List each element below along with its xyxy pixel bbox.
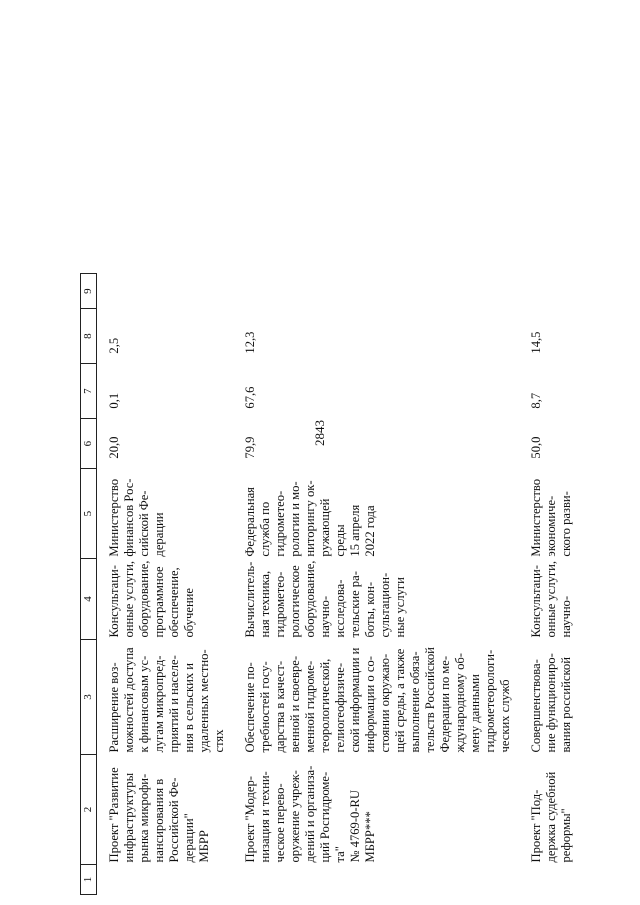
cell-agency [233, 469, 519, 559]
col-header-7: 7 [81, 364, 97, 419]
cell-line: держка судебной [544, 771, 558, 863]
cell-amount-remaining: 2,5 [107, 337, 121, 354]
cell-line: ческих служб [498, 679, 512, 753]
cell-line: ской информации и [348, 647, 362, 753]
cell-line: боты, кон- [363, 581, 377, 638]
cell-line: низация и техни- [258, 771, 272, 863]
cell-line: рологическое [288, 565, 302, 638]
page-number: 2843 [312, 420, 327, 446]
cell-line: ние функциониро- [544, 653, 558, 753]
cell-line: удаленных местно- [197, 649, 211, 753]
cell-purpose [233, 640, 519, 755]
col-header-9: 9 [81, 274, 97, 309]
cell-line: тельств Российской [423, 647, 437, 753]
cell-line: Министерство [529, 478, 543, 557]
cell-line: Обеспечение по- [243, 662, 257, 753]
cell-amount-used: 8,7 [529, 392, 543, 409]
cell-line: дерации [152, 512, 166, 557]
cell-line: научно- [559, 595, 573, 638]
table-row [519, 274, 580, 895]
col-header-4: 4 [81, 559, 97, 640]
cell-note [97, 274, 234, 309]
cell-goods [519, 559, 580, 640]
cell-line: ная техника, [258, 570, 272, 638]
cell-line: гидрометео- [273, 490, 287, 557]
cell-line: экономиче- [544, 495, 558, 557]
cell-line: 2022 года [363, 505, 377, 557]
table-frame [80, 15, 600, 895]
cell-line: менной гидроме- [303, 660, 317, 753]
cell-goods [233, 559, 519, 640]
cell-line: приятий и населе- [167, 655, 181, 753]
cell-line: онные услуги, [544, 561, 558, 638]
cell-line: оборудование, [137, 560, 151, 638]
cell-line: рологии и мо- [288, 481, 302, 557]
col-header-8: 8 [81, 309, 97, 364]
cell-line: та" [333, 846, 347, 863]
cell-line: обеспечение, [167, 567, 181, 638]
cell-line: дений и организа- [303, 765, 317, 863]
col-header-1: 1 [81, 865, 97, 895]
cell-line: научно- [318, 595, 332, 638]
cell-line: к финансовым ус- [137, 655, 151, 753]
cell-agency [519, 469, 580, 559]
cell-line: Российской Фе- [167, 777, 181, 863]
cell-line: Совершенствова- [529, 659, 543, 753]
cell-line: ций Росгидроме- [318, 771, 332, 863]
table-row [233, 274, 519, 895]
cell-line: Проект "Развитие [107, 767, 121, 863]
cell-line: мену данными [468, 674, 482, 753]
cell-line: информации о со- [363, 656, 377, 753]
cell-project [519, 755, 580, 865]
cell-line: Расширение воз- [107, 662, 121, 753]
rotated-page-area [80, 15, 600, 895]
cell-project [233, 755, 519, 865]
cell-line: № 4769-0-RU [348, 789, 362, 863]
table-row [97, 274, 234, 895]
cell-line: требностей госу- [258, 661, 272, 753]
cell-line: тельские ра- [348, 571, 362, 638]
col-header-2: 2 [81, 755, 97, 865]
cell-amount-total: 20,0 [107, 436, 121, 459]
cell-line: ческое перево- [273, 783, 287, 863]
cell-line: Федеральная [243, 487, 257, 557]
cell-line: Проект "Модер- [243, 776, 257, 863]
cell-line: дерации" [182, 813, 196, 863]
cell-line: гидрометео- [273, 571, 287, 638]
col-header-3: 3 [81, 640, 97, 755]
cell-line: ского разви- [559, 491, 573, 557]
cell-line: нансирования в [152, 778, 166, 863]
cell-line: теорологической, [318, 658, 332, 753]
cell-note [233, 274, 519, 309]
cell-line: сийской Фе- [137, 490, 151, 557]
header-row [81, 274, 97, 895]
cell-line: гидрометеорологи- [483, 649, 497, 753]
cell-purpose [97, 640, 234, 755]
cell-line: лугам микропред- [152, 655, 166, 753]
cell-line: щей среды, а также [393, 648, 407, 753]
cell-goods [97, 559, 234, 640]
cell-num [233, 865, 519, 895]
cell-amount-remaining: 12,3 [243, 331, 257, 354]
cell-project [97, 755, 234, 865]
cell-num [97, 865, 234, 895]
cell-amount-remaining: 14,5 [529, 331, 543, 354]
cell-line: реформы" [559, 808, 573, 863]
cell-line: исследова- [333, 579, 347, 638]
cell-line: 15 апреля [348, 504, 362, 557]
cell-line: венной и своевре- [288, 655, 302, 753]
cell-amount-used: 0,1 [107, 392, 121, 409]
cell-line: инфраструктуры [122, 772, 136, 863]
cell-line: онные услуги, [122, 561, 136, 638]
cell-line: обучение [182, 587, 196, 638]
cell-line: оружение учреж- [288, 770, 302, 863]
cell-line: Министерство [107, 478, 121, 557]
cell-line: МБРР [197, 830, 211, 863]
cell-line: среды [333, 524, 347, 557]
cell-line: Федерации по ме- [438, 655, 452, 753]
cell-line: ниторингу ок- [303, 480, 317, 557]
cell-line: рынка микрофи- [137, 773, 151, 863]
data-table [80, 273, 580, 895]
cell-agency [97, 469, 234, 559]
cell-amount-total: 79,9 [243, 436, 257, 459]
cell-amount-used: 67,6 [243, 386, 257, 409]
cell-line: ждународному об- [453, 653, 467, 753]
cell-amount-total: 50,0 [529, 436, 543, 459]
cell-line: Вычислитель- [243, 561, 257, 638]
cell-line: стоянии окружаю- [378, 653, 392, 753]
cell-line: ные услуги [393, 577, 407, 638]
col-header-5: 5 [81, 469, 97, 559]
cell-line: гелиогеофизиче- [333, 662, 347, 753]
cell-line: сультацион- [378, 572, 392, 638]
cell-line: Консультаци- [107, 565, 121, 638]
cell-purpose [519, 640, 580, 755]
cell-line: Проект "Под- [529, 789, 543, 863]
cell-line: можностей доступа [122, 647, 136, 753]
cell-line: программное [152, 566, 166, 638]
cell-line: ния в сельских и [182, 662, 196, 753]
col-header-6: 6 [81, 419, 97, 469]
cell-line: служба по [258, 501, 272, 557]
cell-line: ружающей [318, 498, 332, 557]
cell-line: оборудование, [303, 560, 317, 638]
cell-line: Консультаци- [529, 565, 543, 638]
cell-line: дарства в качест- [273, 660, 287, 753]
cell-line: финансов Рос- [122, 478, 136, 557]
cell-line: МБРР*** [363, 811, 377, 863]
cell-line: выполнение обяза- [408, 651, 422, 753]
cell-note [519, 274, 580, 309]
cell-num [519, 865, 580, 895]
cell-line: стях [212, 729, 226, 753]
cell-line: вания российской [559, 657, 573, 753]
